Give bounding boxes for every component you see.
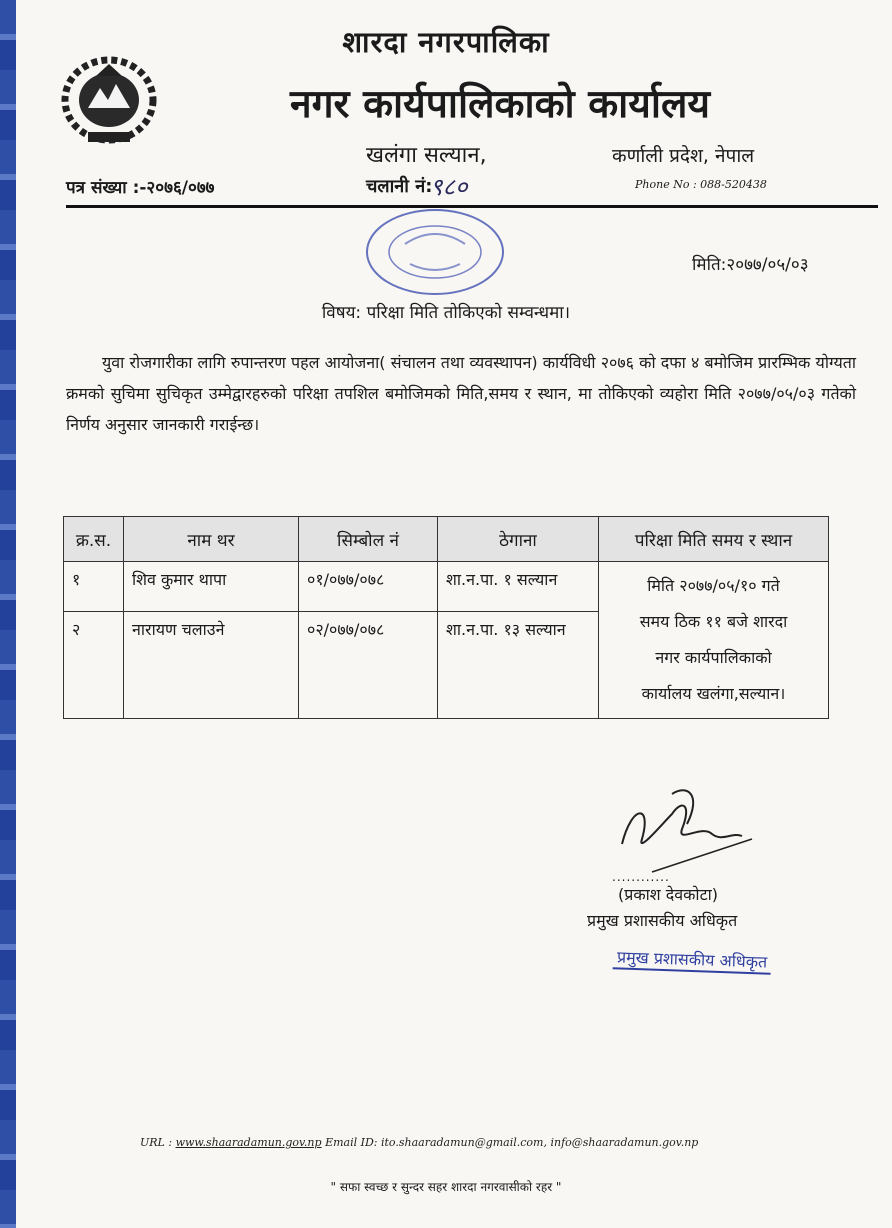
exam-info-cell [599, 562, 829, 719]
letter-body: युवा रोजगारीका लागि रुपान्तरण पहल आयोजना( संचालन तथा व्यवस्थापन) कार्यविधी २०७६ को दफा ४ बमोजिम प्रारम्भिक योग्यता क्रमको सुचिमा सुचिकृत उम्मेद्वारहरुको परिक्षा तपशिल बमोजिमको मिति,समय र स्थान, मा तोकिएको व्यहोरा मिति २०७७/०५/०३ गतेको निर्णय अनुसार जानकारी गराईन्छ। [66, 353, 856, 434]
letter-subject: विषय: परिक्षा मिति तोकिएको सम्वन्धमा। [321, 303, 571, 323]
footer-contact [140, 1136, 698, 1149]
address-cell: शा.न.पा. १३ सल्यान [438, 612, 599, 719]
name-cell: नारायण चलाउने [124, 612, 299, 719]
footer-motto: " सफा स्वच्छ र सुन्दर सहर शारदा नगरवासीको रहर " [330, 1180, 562, 1194]
municipality-name: शारदा नगरपालिका [342, 25, 550, 59]
reference-number: पत्र संख्या :-२०७६/०७७ [66, 178, 215, 198]
candidate-table [63, 516, 829, 719]
phone-number: Phone No : 088-520438 [635, 178, 767, 191]
email-label: Email ID: [325, 1136, 378, 1149]
office-address: खलंगा सल्यान, [366, 143, 487, 168]
signer-title: प्रमुख प्रशासकीय अधिकृत [587, 911, 738, 930]
email-link-2[interactable]: info@shaaradamun.gov.np [550, 1136, 699, 1149]
symbol-cell: ०२/०७७/०७८ [299, 612, 438, 719]
signature-dots: ............ [612, 870, 670, 884]
email-link[interactable]: ito.shaaradamun@gmail.com, [380, 1136, 547, 1149]
signature-image [612, 784, 772, 884]
binder-edge [0, 0, 16, 1228]
office-seal-stamp [355, 204, 515, 304]
header-exam-info: परिक्षा मिति समय र स्थान [599, 517, 829, 562]
header-symbol: सिम्बोल नं [299, 517, 438, 562]
header-name: नाम थर [124, 517, 299, 562]
designation-stamp: प्रमुख प्रशासकीय अधिकृत [613, 945, 772, 975]
header-serial: क्र.स. [64, 517, 124, 562]
exam-info-line: मिति २०७७/०५/१० गते [647, 576, 780, 595]
signer-name: (प्रकाश देवकोटा) [618, 885, 719, 904]
name-cell: शिव कुमार थापा [124, 562, 299, 612]
chalani-label: चलानी नं: [366, 176, 433, 197]
url-label: URL : [140, 1136, 173, 1149]
header-address: ठेगाना [438, 517, 599, 562]
exam-info-line: समय ठिक ११ बजे शारदा [639, 612, 788, 631]
address-cell: शा.न.पा. १ सल्यान [438, 562, 599, 612]
table-row [64, 562, 829, 612]
table-header-row [64, 517, 829, 562]
exam-info-line: कार्यालय खलंगा,सल्यान। [641, 684, 786, 703]
chalani-number: ९८० [430, 173, 468, 201]
website-link[interactable]: www.shaaradamun.gov.np [175, 1136, 322, 1149]
office-name: नगर कार्यपालिकाको कार्यालय [289, 82, 711, 127]
serial-cell: १ [64, 562, 124, 612]
letter-date: मिति:२०७७/०५/०३ [692, 255, 809, 275]
exam-info-line: नगर कार्यपालिकाको [655, 648, 772, 667]
symbol-cell: ०१/०७७/०७८ [299, 562, 438, 612]
province: कर्णाली प्रदेश, नेपाल [612, 145, 755, 167]
serial-cell: २ [64, 612, 124, 719]
